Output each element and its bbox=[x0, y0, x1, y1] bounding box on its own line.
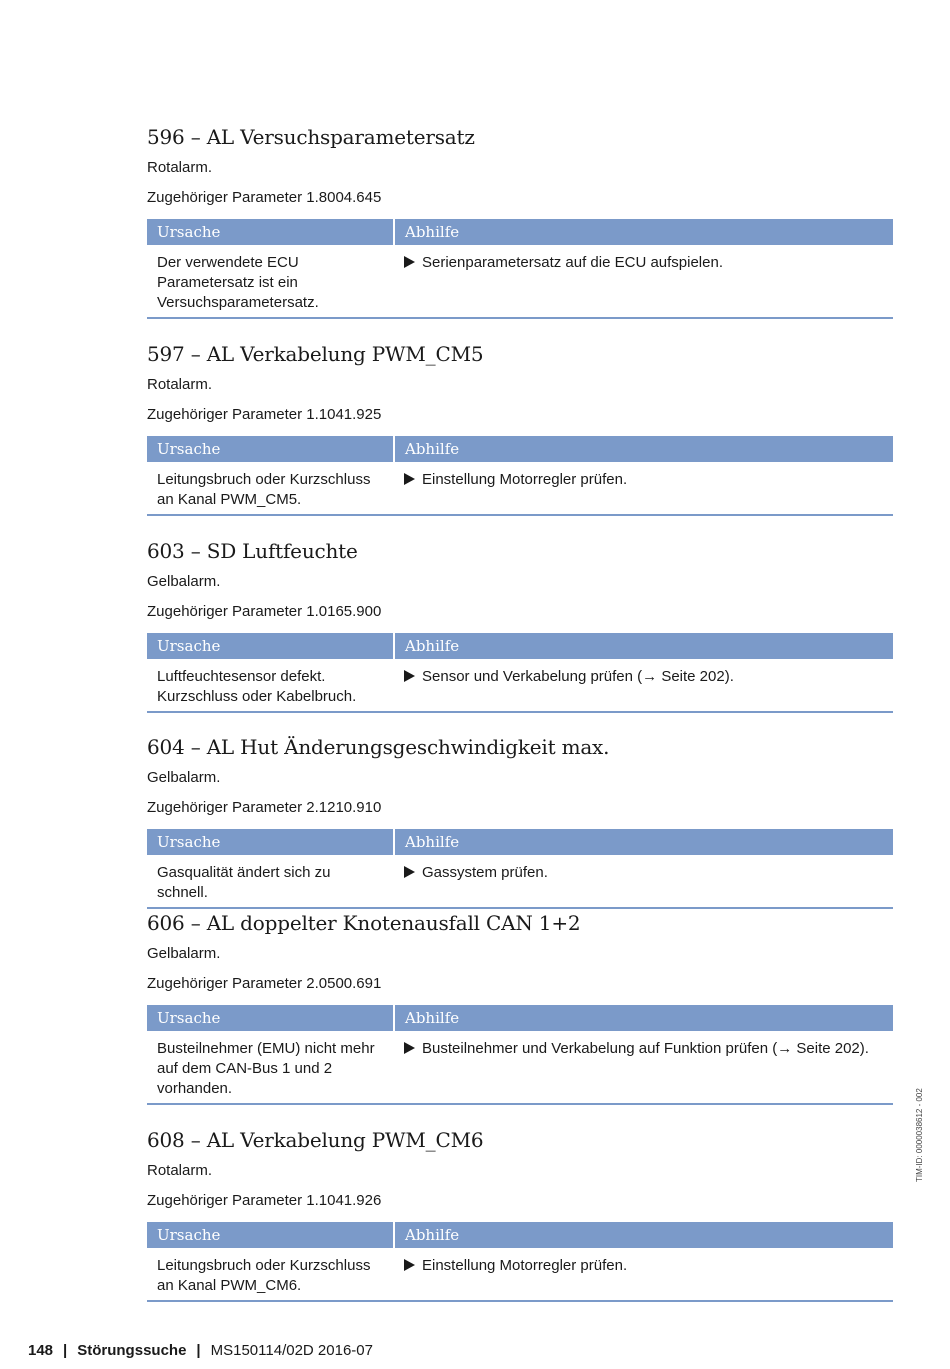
tim-id-text: TIM-ID: 0000038612 - 002 bbox=[915, 1088, 924, 1182]
cause-line: auf dem CAN-Bus 1 und 2 bbox=[157, 1060, 333, 1077]
section-603 bbox=[147, 538, 893, 705]
alarm-level: Rotalarm. bbox=[147, 1162, 213, 1179]
alarm-level: Rotalarm. bbox=[147, 376, 213, 393]
remedy-cell bbox=[385, 667, 893, 707]
alarm-level: Gelbalarm. bbox=[147, 945, 221, 962]
remedy-text: Einstellung Motorregler prüfen. bbox=[422, 1257, 628, 1274]
cause-line: Versuchsparametersatz. bbox=[157, 294, 319, 311]
related-parameter: Zugehöriger Parameter 1.0165.900 bbox=[147, 603, 382, 620]
table-row bbox=[147, 659, 893, 713]
header-cause: Ursache bbox=[147, 219, 395, 245]
table-row bbox=[147, 462, 893, 516]
alarm-level: Gelbalarm. bbox=[147, 769, 221, 786]
remedy-text: Busteilnehmer und Verkabelung auf Funktion prüfen (→ Seite 202). bbox=[422, 1040, 869, 1057]
header-remedy: Abhilfe bbox=[405, 1226, 460, 1244]
remedy-cell bbox=[385, 1039, 893, 1099]
table-header bbox=[147, 633, 893, 659]
page-number: 148 bbox=[28, 1342, 54, 1359]
header-remedy: Abhilfe bbox=[405, 1009, 460, 1027]
remedy-text: Einstellung Motorregler prüfen. bbox=[422, 471, 628, 488]
alarm-level: Gelbalarm. bbox=[147, 573, 221, 590]
section-606 bbox=[147, 910, 893, 1097]
triangle-bullet-icon bbox=[404, 1042, 415, 1054]
cause-remedy-table bbox=[147, 1222, 893, 1302]
cause-line: vorhanden. bbox=[157, 1080, 233, 1097]
remedy-text: Sensor und Verkabelung prüfen (→ Seite 202). bbox=[422, 668, 734, 685]
cause-line: Gasqualität ändert sich zu schnell. bbox=[157, 864, 331, 901]
header-cause: Ursache bbox=[147, 1005, 395, 1031]
alarm-level: Rotalarm. bbox=[147, 159, 213, 176]
table-header bbox=[147, 1005, 893, 1031]
section-title: 597 – AL Verkabelung PWM_CM5 bbox=[147, 342, 484, 366]
cause-line: an Kanal PWM_CM6. bbox=[157, 1277, 302, 1294]
header-remedy: Abhilfe bbox=[405, 223, 460, 241]
header-cause: Ursache bbox=[147, 1222, 395, 1248]
cause-line: Leitungsbruch oder Kurzschluss bbox=[157, 1257, 371, 1274]
related-parameter: Zugehöriger Parameter 2.1210.910 bbox=[147, 799, 382, 816]
cause-line: Leitungsbruch oder Kurzschluss bbox=[157, 471, 371, 488]
cause-remedy-table bbox=[147, 436, 893, 516]
remedy-text: Gassystem prüfen. bbox=[422, 864, 548, 881]
triangle-bullet-icon bbox=[404, 256, 415, 268]
table-row bbox=[147, 245, 893, 319]
table-row bbox=[147, 855, 893, 909]
table-header bbox=[147, 436, 893, 462]
cause-cell bbox=[147, 667, 385, 707]
section-title: 603 – SD Luftfeuchte bbox=[147, 539, 358, 563]
cause-remedy-table bbox=[147, 219, 893, 319]
cause-remedy-table bbox=[147, 633, 893, 713]
cause-line: Der verwendete ECU bbox=[157, 254, 299, 271]
remedy-cell bbox=[385, 1256, 893, 1296]
header-remedy: Abhilfe bbox=[405, 637, 460, 655]
table-row bbox=[147, 1248, 893, 1302]
header-remedy: Abhilfe bbox=[405, 440, 460, 458]
footer-separator: | bbox=[63, 1342, 68, 1359]
triangle-bullet-icon bbox=[404, 866, 415, 878]
cause-remedy-table bbox=[147, 1005, 893, 1105]
cause-cell bbox=[147, 863, 385, 903]
table-row bbox=[147, 1031, 893, 1105]
remedy-cell bbox=[385, 253, 893, 313]
cause-cell bbox=[147, 470, 385, 510]
remedy-cell bbox=[385, 863, 893, 903]
section-title: 596 – AL Versuchsparametersatz bbox=[147, 125, 475, 149]
table-header bbox=[147, 219, 893, 245]
section-title: 604 – AL Hut Änderungsgeschwindigkeit max. bbox=[147, 735, 610, 759]
cause-line: Parametersatz ist ein bbox=[157, 274, 298, 291]
table-header bbox=[147, 829, 893, 855]
header-cause: Ursache bbox=[147, 436, 395, 462]
related-parameter: Zugehöriger Parameter 1.1041.925 bbox=[147, 406, 382, 423]
triangle-bullet-icon bbox=[404, 670, 415, 682]
remedy-text: Serienparametersatz auf die ECU aufspielen. bbox=[422, 254, 723, 271]
related-parameter: Zugehöriger Parameter 1.1041.926 bbox=[147, 1192, 382, 1209]
cause-line: Kurzschluss oder Kabelbruch. bbox=[157, 688, 357, 705]
table-header bbox=[147, 1222, 893, 1248]
section-604 bbox=[147, 734, 893, 901]
section-title: 608 – AL Verkabelung PWM_CM6 bbox=[147, 1128, 484, 1152]
section-596 bbox=[147, 124, 893, 311]
related-parameter: Zugehöriger Parameter 1.8004.645 bbox=[147, 189, 382, 206]
section-title: 606 – AL doppelter Knotenausfall CAN 1+2 bbox=[147, 911, 581, 935]
remedy-cell bbox=[385, 470, 893, 510]
related-parameter: Zugehöriger Parameter 2.0500.691 bbox=[147, 975, 382, 992]
section-608 bbox=[147, 1127, 893, 1294]
footer-separator: | bbox=[196, 1342, 201, 1359]
header-cause: Ursache bbox=[147, 633, 395, 659]
cause-line: an Kanal PWM_CM5. bbox=[157, 491, 302, 508]
triangle-bullet-icon bbox=[404, 1259, 415, 1271]
cause-remedy-table bbox=[147, 829, 893, 909]
document-number: MS150114/02D 2016-07 bbox=[210, 1342, 373, 1359]
tim-id-label bbox=[915, 1082, 927, 1182]
section-597 bbox=[147, 341, 893, 508]
header-cause: Ursache bbox=[147, 829, 395, 855]
cause-line: Luftfeuchtesensor defekt. bbox=[157, 668, 326, 685]
page-footer bbox=[28, 1342, 373, 1359]
triangle-bullet-icon bbox=[404, 473, 415, 485]
cause-cell bbox=[147, 1039, 385, 1099]
header-remedy: Abhilfe bbox=[405, 833, 460, 851]
cause-cell bbox=[147, 253, 385, 313]
chapter-name: Störungssuche bbox=[77, 1342, 187, 1359]
cause-cell bbox=[147, 1256, 385, 1296]
cause-line: Busteilnehmer (EMU) nicht mehr bbox=[157, 1040, 375, 1057]
